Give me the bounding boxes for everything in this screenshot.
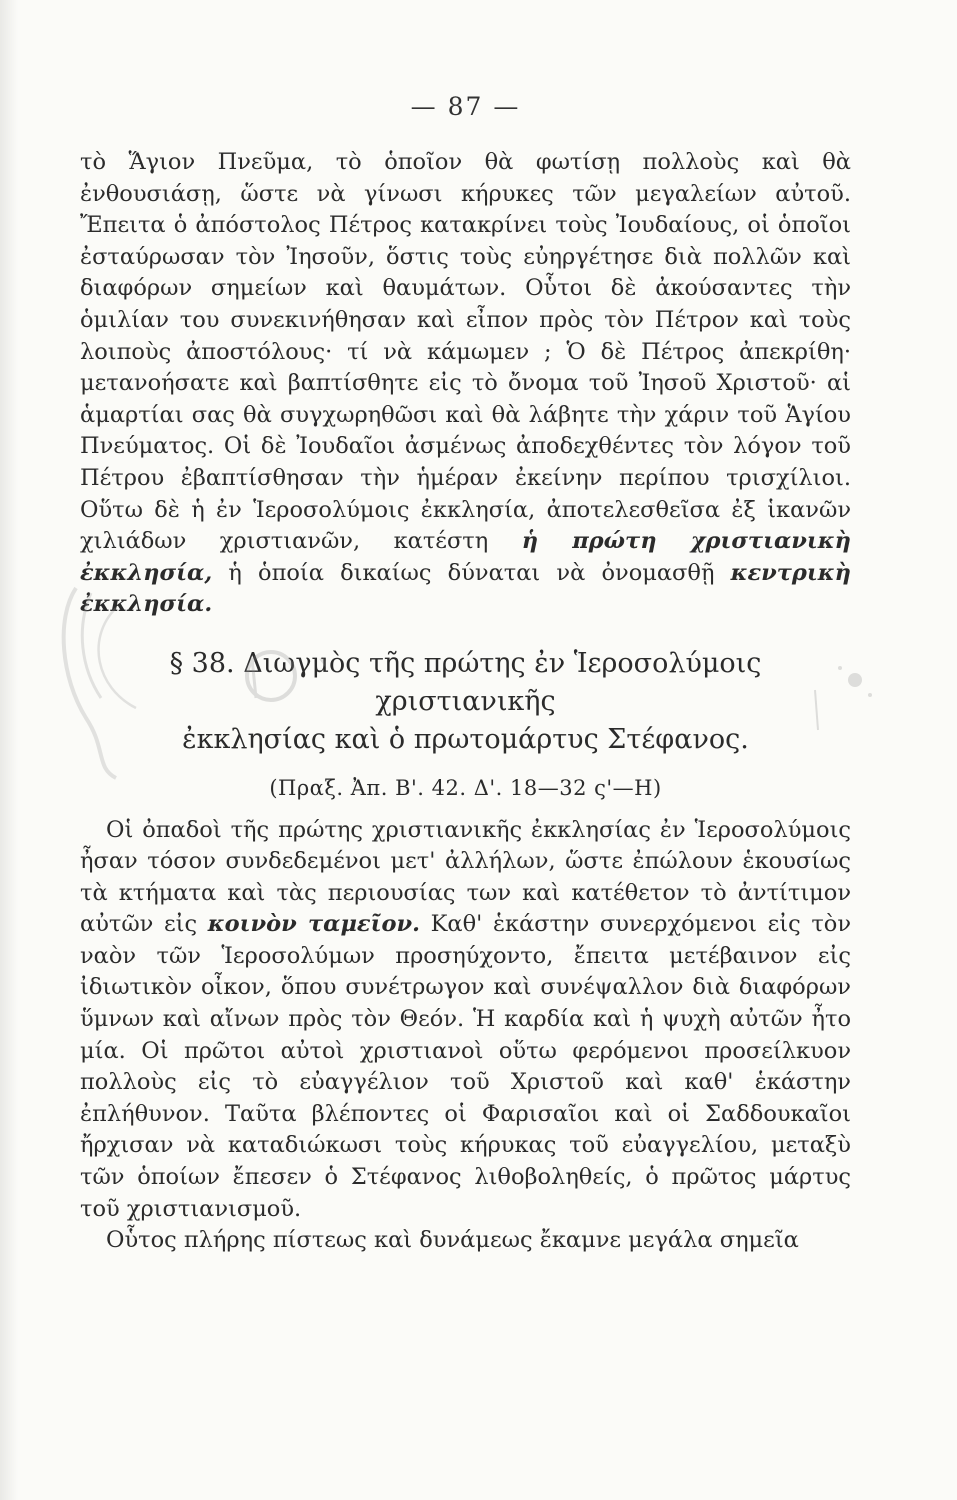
paragraph-2-part-1: Οἱ ὀπαδοὶ τῆς πρώτης χριστιανικῆς ἐκκλησίας ἐν Ἱεροσολύμοις ἦσαν τόσον συνδεδεμένοι μετ' ἀλλήλων, ὥστε ἐπώλουν ἑκουσίως τὰ κτήματα καὶ τὰς περιουσίας των καὶ κατέθετον τὸ ἀντίτιμον αὐτῶν εἰς xyxy=(80,816,851,938)
emphasis-first-church: ἡ πρώτη χριστιανικὴ ἐκκλησία, xyxy=(80,528,851,586)
emphasis-central-church: κεντρικὴ ἐκκλησία. xyxy=(80,559,852,618)
page-number: — 87 — xyxy=(410,92,521,121)
paragraph-first-christians xyxy=(80,815,851,1226)
section-title-line-2: ἐκκλησίας καὶ ὁ πρωτομάρτυς Στέφανος. xyxy=(182,723,749,755)
scripture-reference: (Πραξ. Ἀπ. Β'. 42. Δ'. 18—32 ς'—Η) xyxy=(269,775,662,800)
paragraph-apostle-peter xyxy=(80,147,851,621)
emphasis-common-treasury: κοινὸν ταμεῖον. xyxy=(207,911,420,938)
main-text xyxy=(80,147,851,1257)
paragraph-1-middle: ἡ ὁποία δικαίως δύναται νὰ ὀνομασθῇ xyxy=(228,559,715,586)
section-title-line-1: Διωγμὸς τῆς πρώτης ἐν Ἱεροσολύμοις χριστιανικῆς xyxy=(243,647,762,717)
section-number: § 38. xyxy=(169,647,235,679)
paragraph-3-text: Οὗτος πλήρης πίστεως καὶ δυνάμεως ἔκαμνε μεγάλα σημεῖα xyxy=(106,1227,799,1254)
paragraph-1-text: τὸ Ἅγιον Πνεῦμα, τὸ ὁποῖον θὰ φωτίσῃ πολλοὺς καὶ θὰ ἐνθουσιάσῃ, ὥστε νὰ γίνωσι κήρυκες τῶν μεγαλείων αὐτοῦ. Ἔπειτα ὁ ἀπόστολος Πέτρος κατακρίνει τοὺς Ἰουδαίους, οἱ ὁποῖοι ἐσταύρωσαν τὸν Ἰησοῦν, ὅστις τοὺς εὐηργέτησε διὰ πολλῶν καὶ διαφόρων σημείων καὶ θαυμάτων. Οὗτοι δὲ ἀκούσαντες τὴν ὁμιλίαν του συνεκινήθησαν καὶ εἶπον πρὸς τὸν Πέτρον καὶ τοὺς λοιποὺς ἀποστόλους· τί νὰ κάμωμεν ; Ὁ δὲ Πέτρος ἀπεκρίθη· μετανοήσατε καὶ βαπτίσθητε εἰς τὸ ὄνομα τοῦ Ἰησοῦ Χριστοῦ· αἱ ἁμαρτίαι σας θὰ συγχωρηθῶσι καὶ θὰ λάβητε τὴν χάριν τοῦ Ἁγίου Πνεύματος. Οἱ δὲ Ἰουδαῖοι ἀσμένως ἀποδεχθέντες τὸν λόγον τοῦ Πέτρου ἐβαπτίσθησαν τὴν ἡμέραν ἐκείνην περίπου τρισχίλιοι. Οὕτω δὲ ἡ ἐν Ἱεροσολύμοις ἐκκλησία, ἀποτελεσθεῖσα ἐξ ἱκανῶν χιλιάδων χριστιανῶν, κατέστη xyxy=(80,149,851,555)
paragraph-stephen xyxy=(80,1225,851,1257)
paragraph-2-part-2: Καθ' ἑκάστην συνερχόμενοι εἰς τὸν ναὸν τῶν Ἱεροσολύμων προσηύχοντο, ἔπειτα μετέβαινον εἰς ἰδιωτικὸν οἶκον, ὅπου συνέτρωγον καὶ συνέψαλλον διὰ διαφόρων ὕμνων καὶ αἴνων πρὸς τὸν Θεόν. Ἡ καρδία καὶ ἡ ψυχὴ αὐτῶν ἦτο μία. Οἱ πρῶτοι αὐτοὶ χριστιανοὶ οὕτω φερόμενοι προσείλκυον πολλοὺς εἰς τὸ εὐαγγέλιον τοῦ Χριστοῦ καὶ καθ' ἑκάστην ἐπλήθυνον. Ταῦτα βλέποντες οἱ Φαρισαῖοι καὶ οἱ Σαδδουκαῖοι ἤρχισαν νὰ καταδιώκωσι τοὺς κήρυκας τοῦ εὐαγγελίου, μεταξὺ τῶν ὁποίων ἔπεσεν ὁ Στέφανος λιθοβοληθείς, ὁ πρῶτος μάρτυς τοῦ χριστιανισμοῦ. xyxy=(80,911,852,1222)
section-heading xyxy=(80,645,851,759)
